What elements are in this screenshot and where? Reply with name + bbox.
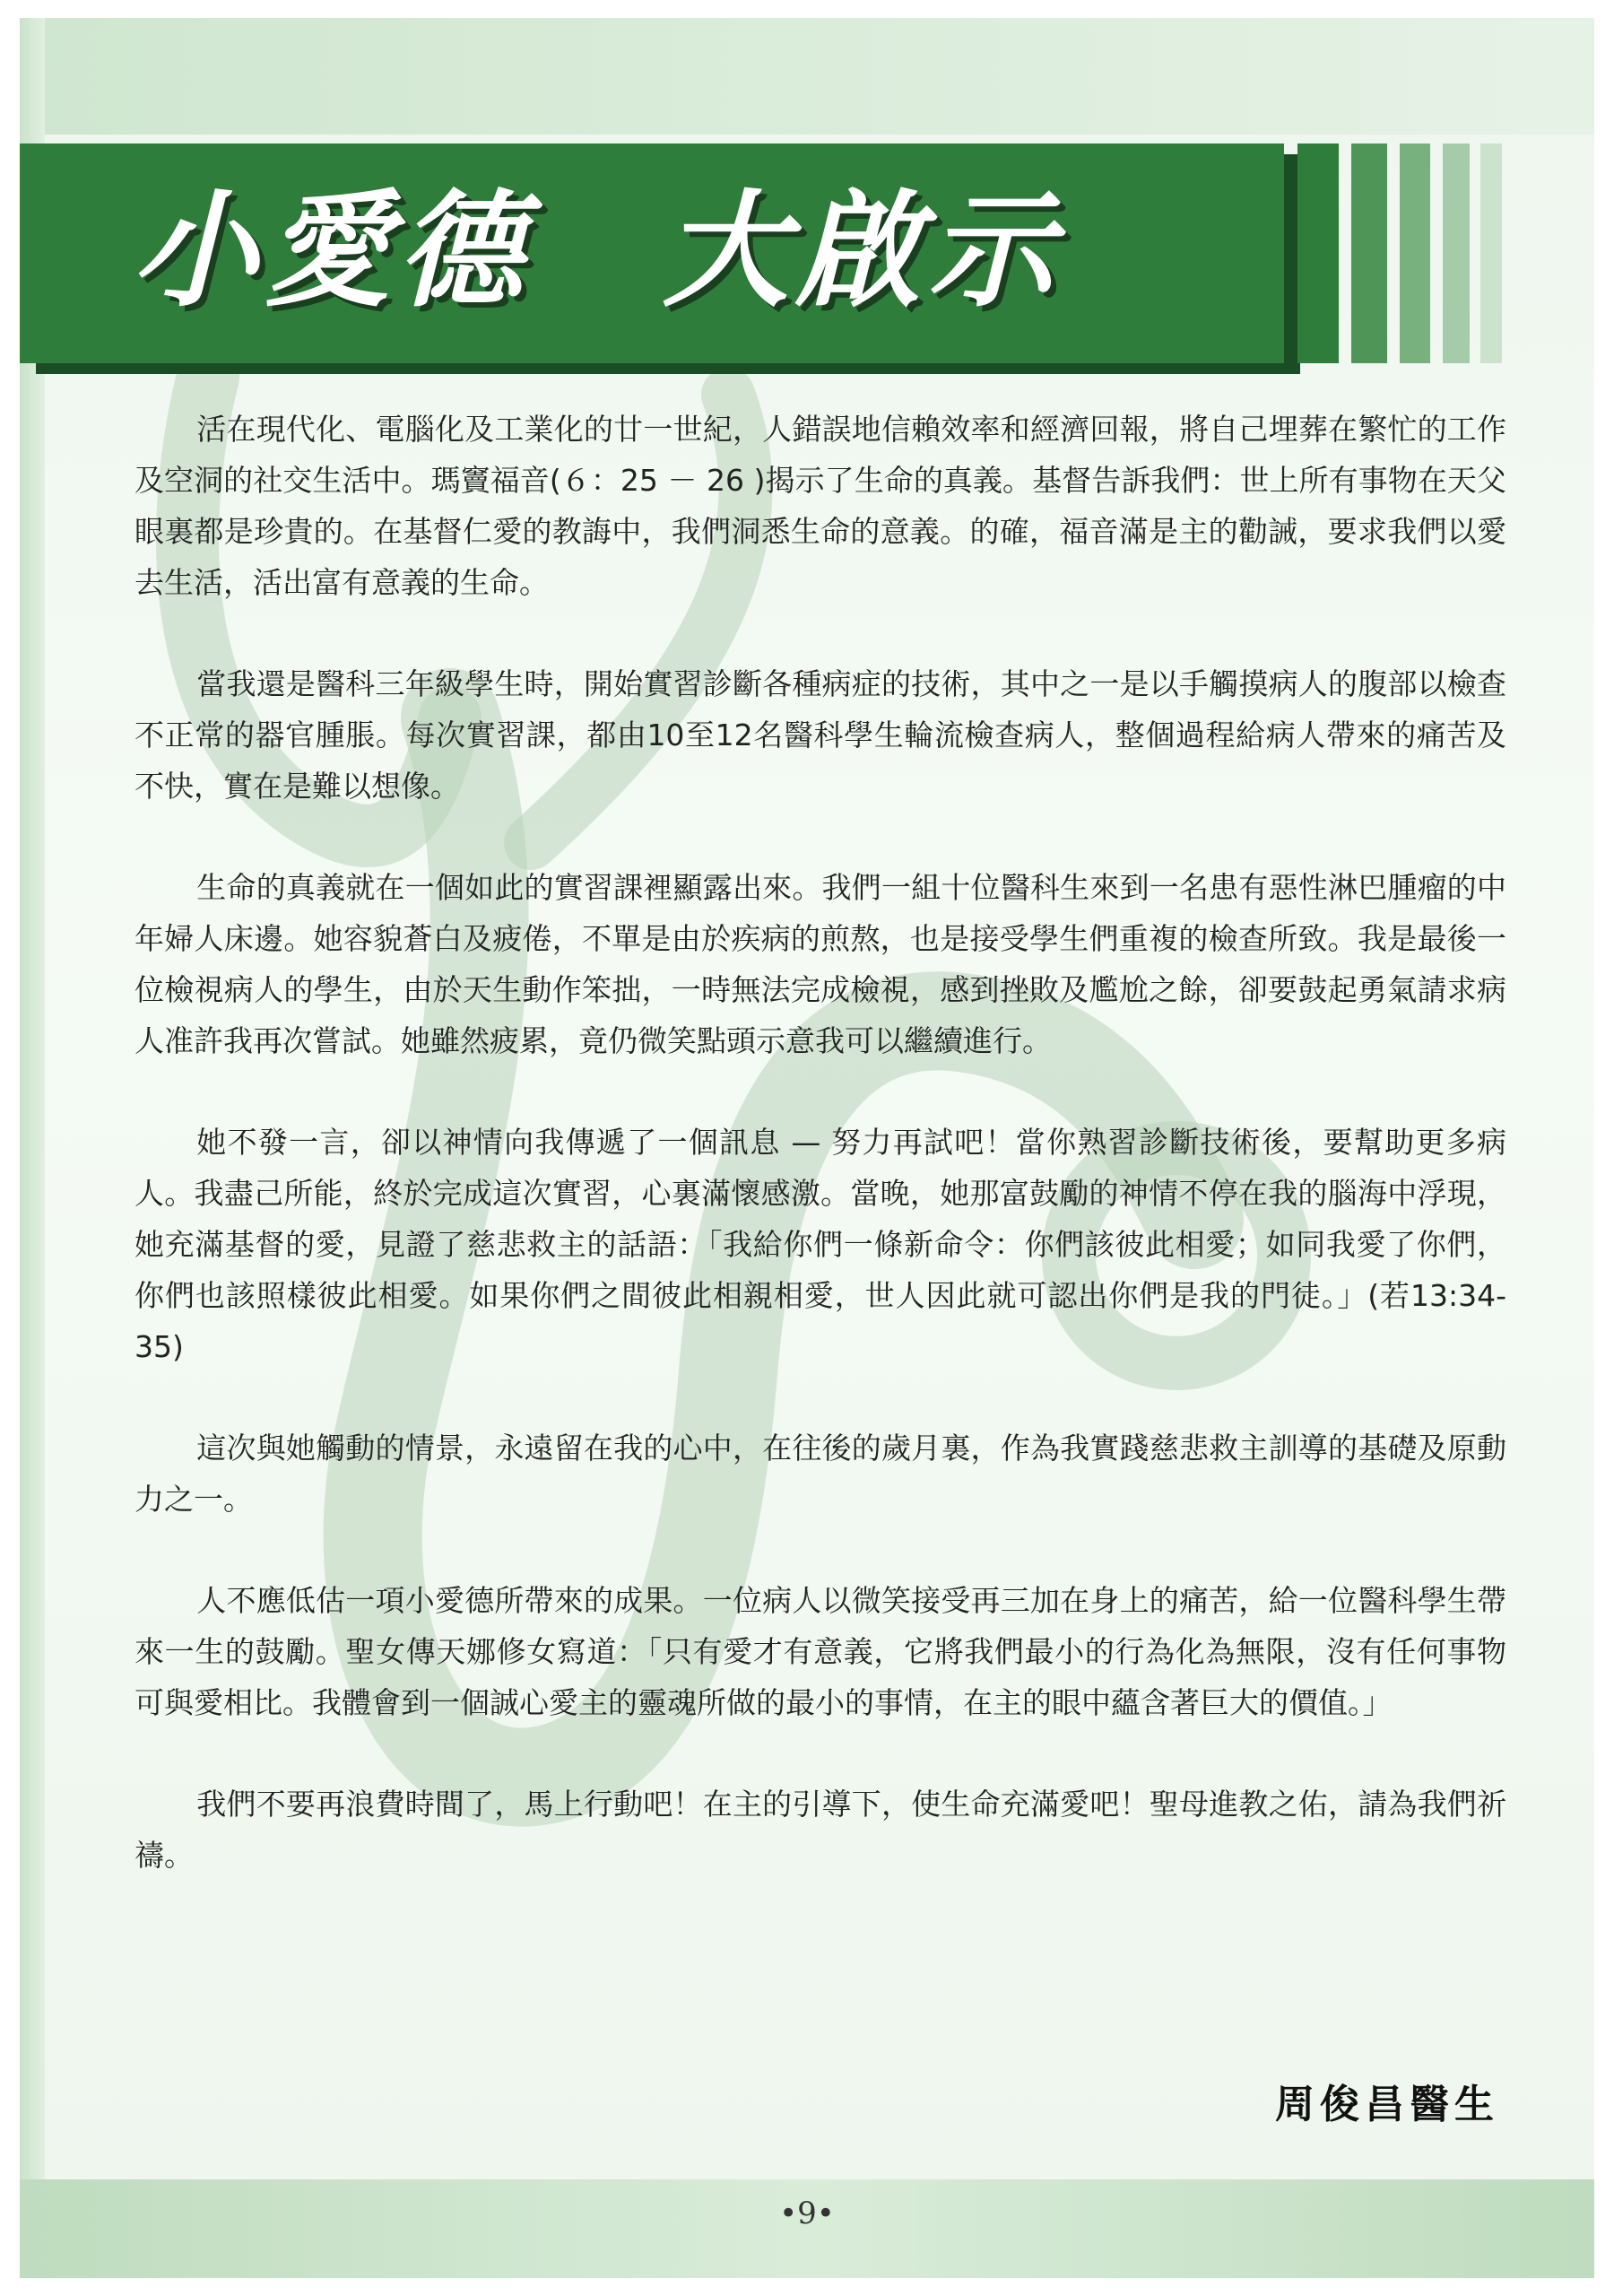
article-paragraph: 這次與她觸動的情景，永遠留在我的心中，在往後的歲月裏，作為我實踐慈悲救主訓導的基礎及原動力之一。 xyxy=(134,1431,1506,1517)
author-signature: 周俊昌醫生 xyxy=(1275,2082,1499,2127)
top-decorative-band xyxy=(20,18,1594,135)
article-paragraph: 她不發一言，卻以神情向我傳遞了一個訊息 — 努力再試吧！當你熟習診斷技術後，要幫助更多病人。我盡己所能，終於完成這次實習，心裏滿懷感激。當晚，她那富鼓勵的神情不停在我的腦海中浮現，她充滿基督的愛，見證了慈悲救主的話語：「我給你們一條新命令：你們該彼此相愛；如同我愛了你們，你們也該照樣彼此相愛。如果你們之間彼此相親相愛，世人因此就可認出你們是我的門徒。」(若13:34-35) xyxy=(134,1125,1506,1364)
article-paragraph: 生命的真義就在一個如此的實習課裡顯露出來。我們一組十位醫科生來到一名患有惡性淋巴腫瘤的中年婦人床邊。她容貌蒼白及疲倦，不單是由於疾病的煎熬，也是接受學生們重複的檢查所致。我是最後一位檢視病人的學生，由於天生動作笨拙，一時無法完成檢視，感到挫敗及尷尬之餘，卻要鼓起勇氣請求病人准許我再次嘗試。她雖然疲累，竟仍微笑點頭示意我可以繼續進行。 xyxy=(134,870,1506,1058)
article-body xyxy=(134,404,1506,1931)
page-number: •9• xyxy=(779,2196,835,2231)
article-paragraph: 當我還是醫科三年級學生時，開始實習診斷各種病症的技術，其中之一是以手觸摸病人的腹部以檢查不正常的器官腫脹。每次實習課，都由10至12名醫科學生輪流檢查病人，整個過程給病人帶來的痛苦及不快，實在是難以想像。 xyxy=(134,666,1506,804)
article-paragraph: 活在現代化、電腦化及工業化的廿一世紀，人錯誤地信賴效率和經濟回報，將自己埋葬在繁忙的工作及空洞的社交生活中。瑪竇福音(６：25 － 26 )揭示了生命的真義。基督告訴我們：世上所有事物在天父眼裏都是珍貴的。在基督仁愛的教誨中，我們洞悉生命的意義。的確，福音滿是主的勸誡，要求我們以愛去生活，活出富有意義的生命。 xyxy=(134,412,1506,600)
decoration-bar xyxy=(1480,144,1502,363)
article-paragraph: 我們不要再浪費時間了，馬上行動吧！在主的引導下，使生命充滿愛吧！聖母進教之佑，請為我們祈禱。 xyxy=(134,1787,1506,1873)
decoration-bar xyxy=(1297,144,1339,363)
page xyxy=(20,18,1594,2278)
decoration-bar xyxy=(1400,144,1430,363)
article-paragraph: 人不應低估一項小愛德所帶來的成果。一位病人以微笑接受再三加在身上的痛苦，給一位醫科學生帶來一生的鼓勵。聖女傳天娜修女寫道：「只有愛才有意義，它將我們最小的行為化為無限，沒有任何事物可與愛相比。我體會到一個誠心愛主的靈魂所做的最小的事情，在主的眼中蘊含著巨大的價值。」 xyxy=(134,1583,1506,1720)
page-title: 小愛德 大啟示 xyxy=(132,178,1062,325)
decoration-bar xyxy=(1351,144,1387,363)
title-decoration xyxy=(1297,144,1513,363)
decoration-bar xyxy=(1443,144,1470,363)
